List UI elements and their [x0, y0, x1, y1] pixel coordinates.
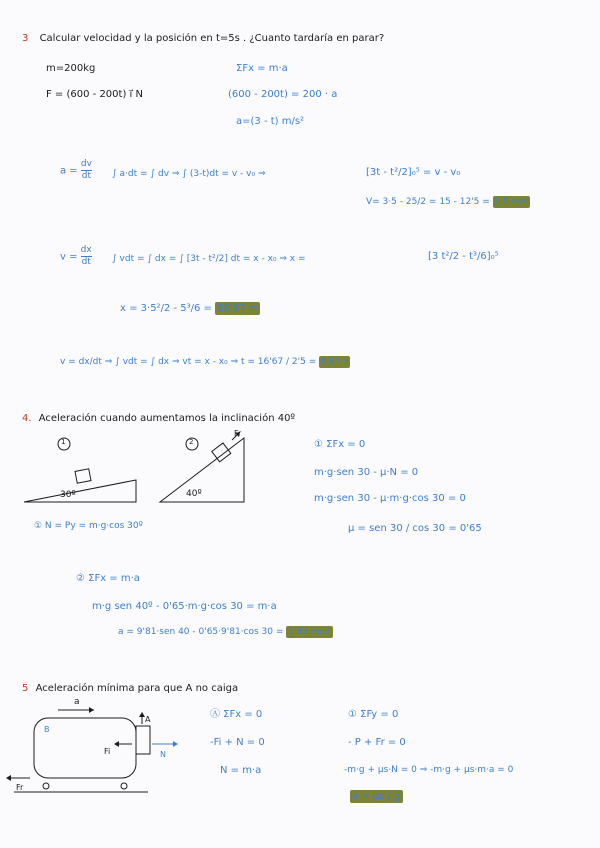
p5-label-Fr: Fr [16, 783, 24, 792]
cart-block-A [136, 726, 150, 754]
p5-title: Aceleración mínima para que A no caiga [35, 683, 239, 694]
p3-bracket-2: [3 t²/2 - t³/6]₀⁵ [428, 251, 499, 262]
p3-integral-2: ∫ vdt = ∫ dx = ∫ [3t - t²/2] dt = x - x₀ ⇒ x = [112, 254, 306, 264]
p3-accel-den: dt [81, 171, 92, 181]
p3-velocity-expr: V= 3·5 - 25/2 = 15 - 12'5 = [366, 197, 490, 207]
p4-accel-line [118, 628, 333, 637]
p5-eq-B1: - P + Fr = 0 [348, 737, 406, 748]
p4-sum-1: ① ΣFx = 0 [314, 439, 366, 450]
incline-40-triangle [160, 438, 244, 502]
p3-accel-lhs: a = [60, 165, 78, 177]
p4-title: Aceleración cuando aumentamos la inclinación 40º [38, 413, 296, 424]
friction-label: Fr [234, 429, 242, 438]
p3-velocity-num: dx [80, 245, 92, 255]
p3-accel-num: dv [80, 159, 92, 169]
p3-force: F = (600 - 200t) i⃗ N [46, 89, 143, 100]
incline-30-triangle [24, 480, 136, 502]
p4-number: 4. [22, 413, 32, 424]
p3-velocity-lhs: v = [60, 251, 78, 263]
p4-accel-answer: 1'42 m/s² [288, 627, 331, 637]
block-2 [212, 443, 231, 462]
p3-velocity-den: dt [81, 257, 91, 267]
angle-40: 40º [186, 489, 202, 499]
p5-final-answer: a = μs / g [352, 791, 401, 802]
p5-sum-A: Ⓐ ΣFx = 0 [210, 709, 263, 720]
p4-mu-eq: μ = sen 30 / cos 30 = 0'65 [348, 523, 482, 534]
block-1 [75, 469, 91, 483]
p5-label-B: B [44, 725, 50, 734]
p5-sum-B: ① ΣFy = 0 [348, 709, 399, 720]
p3-mass: m=200kg [46, 63, 96, 74]
p4-eq-c: m·g sen 40º - 0'65·m·g·cos 30 = m·a [92, 601, 277, 612]
p3-time-expr: v = dx/dt ⇒ ∫ vdt = ∫ dx ⇒ vt = x - x₀ ⇒ t = 16'67 / 2'5 = [60, 357, 317, 367]
p3-position-answer: 16'67 m [217, 303, 259, 314]
p5-label-a: a [74, 697, 80, 707]
angle-30: 30º [60, 490, 76, 500]
p3-position-expr: x = 3·5²/2 - 5³/6 = [120, 303, 212, 314]
p5-eq-B2: -m·g + μs·N = 0 ⇒ -m·g + μs·m·a = 0 [344, 765, 514, 775]
p3-integral-1: ∫ a·dt = ∫ dv ⇒ ∫ (3-t)dt = v - v₀ ⇒ [112, 169, 266, 179]
p3-time-answer: 6'67 s [321, 357, 349, 367]
p5-eq-A1: -Fi + N = 0 [210, 737, 265, 748]
p4-eq-a: m·g·sen 30 - μ·N = 0 [314, 467, 419, 478]
wheel-left [43, 783, 49, 789]
p4-accel-expr: a = 9'81·sen 40 - 0'65·9'81·cos 30 = [118, 627, 284, 637]
p5-label-N: N [160, 750, 166, 759]
p3-equation-1: (600 - 200t) = 200 · a [228, 89, 338, 100]
p4-normal-eq: ① N = Py = m·g·cos 30º [34, 521, 143, 531]
p3-bracket-1: [3t - t²/2]₀⁵ = v - v₀ [366, 167, 461, 178]
p5-label-A: A [145, 715, 151, 724]
p3-sum-forces: ΣFx = m·a [236, 63, 288, 74]
p5-eq-A2: N = m·a [220, 765, 262, 776]
p3-number: 3 [22, 33, 29, 44]
p5-final [350, 792, 403, 802]
fig-1-label: 1 [61, 438, 66, 446]
p3-velocity-answer: 2'5 m/s [494, 197, 528, 207]
p4-eq-b: m·g·sen 30 - μ·m·g·cos 30 = 0 [314, 493, 466, 504]
wheel-right [121, 783, 127, 789]
p5-heading [22, 684, 238, 694]
p3-equation-2: a=(3 - t) m/s² [236, 116, 305, 127]
fig-2-label: 2 [189, 438, 194, 446]
p4-sum-2: ② ΣFx = m·a [76, 573, 140, 584]
p5-number: 5 [22, 683, 29, 694]
p3-title: Calcular velocidad y la posición en t=5s . ¿Cuanto tardaría en parar? [39, 33, 385, 44]
p5-label-Fi: Fi [104, 747, 111, 756]
